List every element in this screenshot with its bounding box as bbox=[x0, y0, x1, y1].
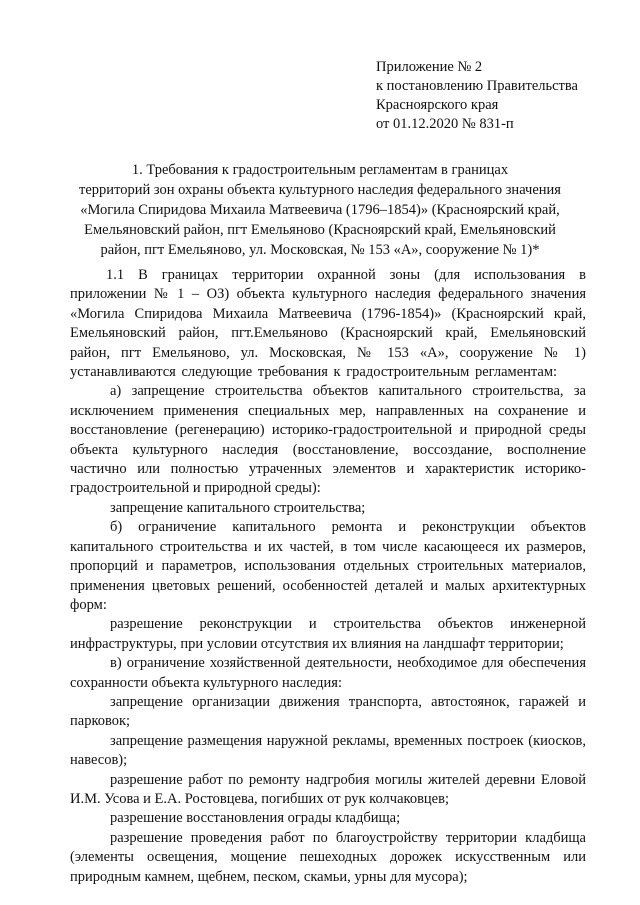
appendix-block bbox=[376, 58, 578, 134]
item-v-transport: запрещение организации движения транспорта, автостоянок, гаражей и парковок; bbox=[70, 693, 586, 730]
heading-line: район, пгт Емельяново, ул. Московская, № 153 «А», сооружение № 1)* bbox=[100, 242, 540, 258]
document-body bbox=[70, 266, 586, 887]
item-v-tombstone-repair: разрешение работ по ремонту надгробия могилы жителей деревни Еловой И.М. Усова и Е.А. Ростовцева, погибших от рук колчаковцев; bbox=[70, 771, 586, 807]
item-v-landscaping: разрешение проведения работ по благоустройству территории кладбища (элементы освещения, мощение пешеходных дорожек искусственным или природным камнем, щебнем, песком, скамьи, урны для мусора); bbox=[70, 829, 586, 885]
appendix-date-line: от 01.12.2020 № 831-п bbox=[376, 116, 514, 132]
item-b-permission: разрешение реконструкции и строительства объектов инженерной инфраструктуры, при условии отсутствия их влияния на ландшафт территории; bbox=[70, 616, 586, 652]
paragraph-1-1: 1.1 В границах территории охранной зоны (для использования в приложении № 1 – ОЗ) объекта культурного наследия федерального значения «Могила Спиридова Михаила Матвеевича (1796-1854)» (Красноярский край, Емельяновский район, пгт.Емельяново (Красноярский край, Емельяновский район, пгт Емельяново, ул. Московская, № 153 «А», сооружение № 1) устанавливаются следующие требования к градостроительным регламентам: bbox=[70, 267, 586, 381]
item-v-fence-restoration: разрешение восстановления ограды кладбища; bbox=[110, 810, 401, 827]
item-a: а) запрещение строительства объектов капитального строительства, за исключением применения специальных мер, направленных на сохранение и восстановление (регенерацию) историко-градостроительной и природной среды объекта культурного наследия (восстановление, воссоздание, восполнение частично или полностью утраченных элементов и характеристик историко-градостроительной и природной среды): bbox=[70, 383, 586, 497]
appendix-number: Приложение № 2 bbox=[376, 59, 483, 75]
heading-line: территорий зон охраны объекта культурного наследия федерального значения bbox=[79, 182, 561, 198]
heading-line: Емельяновский район, пгт Емельяново (Красноярский край, Емельяновский bbox=[84, 222, 556, 238]
heading-line: 1. Требования к градостроительным регламентам в границах bbox=[131, 162, 509, 178]
item-b: б) ограничение капитального ремонта и реконструкции объектов капитального строительства и их частей, в том числе касающееся их размеров, пропорций и параметров, использования отдельных строительных материалов, применения цветовых решений, особенностей деталей и малых архитектурных форм: bbox=[70, 519, 586, 613]
section-heading bbox=[70, 160, 570, 260]
item-a-prohibition: запрещение капитального строительства; bbox=[110, 499, 366, 516]
item-v: в) ограничение хозяйственной деятельности, необходимое для обеспечения сохранности объекта культурного наследия: bbox=[70, 655, 586, 691]
heading-line: «Могила Спиридова Михаила Матвеевича (1796–1854)» (Красноярский край, bbox=[80, 202, 560, 218]
item-v-advertising: запрещение размещения наружной рекламы, временных построек (киосков, навесов); bbox=[70, 732, 586, 769]
appendix-resolution-line: к постановлению Правительства bbox=[376, 78, 578, 94]
appendix-region-line: Красноярского края bbox=[376, 97, 499, 113]
